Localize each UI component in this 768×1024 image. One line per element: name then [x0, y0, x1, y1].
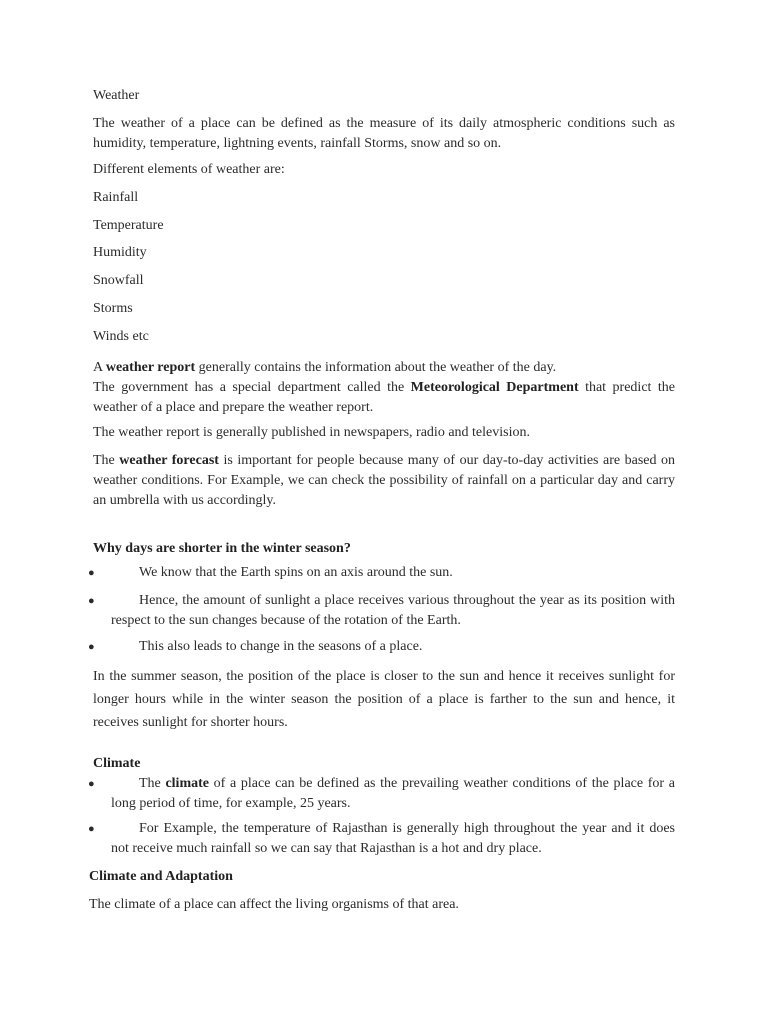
climate-heading: Climate: [93, 756, 141, 771]
bullet-icon: ●: [88, 778, 95, 790]
days-heading: Why days are shorter in the winter season?: [93, 541, 351, 556]
element-item: Temperature: [93, 218, 164, 233]
bold-term: weather forecast: [119, 453, 219, 468]
intro-paragraph: The weather of a place can be defined as the measure of its daily atmospheric conditions such as humidity, temperature, lightning events, rainfall Storms, snow and so on.: [93, 116, 675, 151]
bullet-icon: ●: [88, 823, 95, 835]
list-item: ● We know that the Earth spins on an axis around the sun.: [88, 563, 675, 583]
bullet-icon: ●: [88, 567, 95, 579]
bold-term: climate: [165, 776, 209, 791]
bullet-icon: ●: [88, 595, 95, 607]
bold-term: Meteorological Department: [410, 380, 579, 395]
list-item: ● For Example, the temperature of Rajasthan is generally high throughout the year and it does not receive much rainfall so we can say that Rajasthan is a hot and dry place.: [88, 821, 675, 856]
element-item: Winds etc: [93, 329, 149, 344]
element-item: Rainfall: [93, 190, 139, 205]
report-paragraph-2: The government has a special department called the Meteorological Department that predict the weather of a place and prepare the weather report.: [93, 380, 675, 415]
list-item: ● This also leads to change in the seasons of a place.: [88, 637, 675, 657]
adaptation-heading: Climate and Adaptation: [89, 869, 233, 884]
seasons-paragraph: In the summer season, the position of the place is closer to the sun and hence it receives sunlight for longer hours while in the winter season the position of a place is farther to the sun and hence, it receives sunlight for shorter hours.: [93, 669, 675, 730]
element-item: Storms: [93, 301, 133, 316]
bold-term: weather report: [105, 360, 196, 375]
title: Weather: [93, 88, 140, 103]
element-item: Snowfall: [93, 273, 144, 288]
list-item: ● The climate of a place can be defined as the prevailing weather conditions of the place for a long period of time, for example, 25 years.: [88, 776, 675, 811]
bullet-icon: ●: [88, 641, 95, 653]
adaptation-paragraph: The climate of a place can affect the living organisms of that area.: [89, 897, 459, 912]
list-item: ● Hence, the amount of sunlight a place receives various throughout the year as its position with respect to the sun changes because of the rotation of the Earth.: [88, 593, 675, 628]
elements-heading: Different elements of weather are:: [93, 162, 285, 177]
report-paragraph-3: The weather report is generally published in newspapers, radio and television.: [93, 425, 530, 440]
element-item: Humidity: [93, 245, 147, 260]
report-paragraph-1: A weather report generally contains the information about the weather of the day.: [93, 360, 557, 375]
forecast-paragraph: The weather forecast is important for people because many of our day-to-day activities are based on weather conditions. For Example, we can check the possibility of rainfall on a particular day and carry an umbrella with us accordingly.: [93, 453, 676, 508]
